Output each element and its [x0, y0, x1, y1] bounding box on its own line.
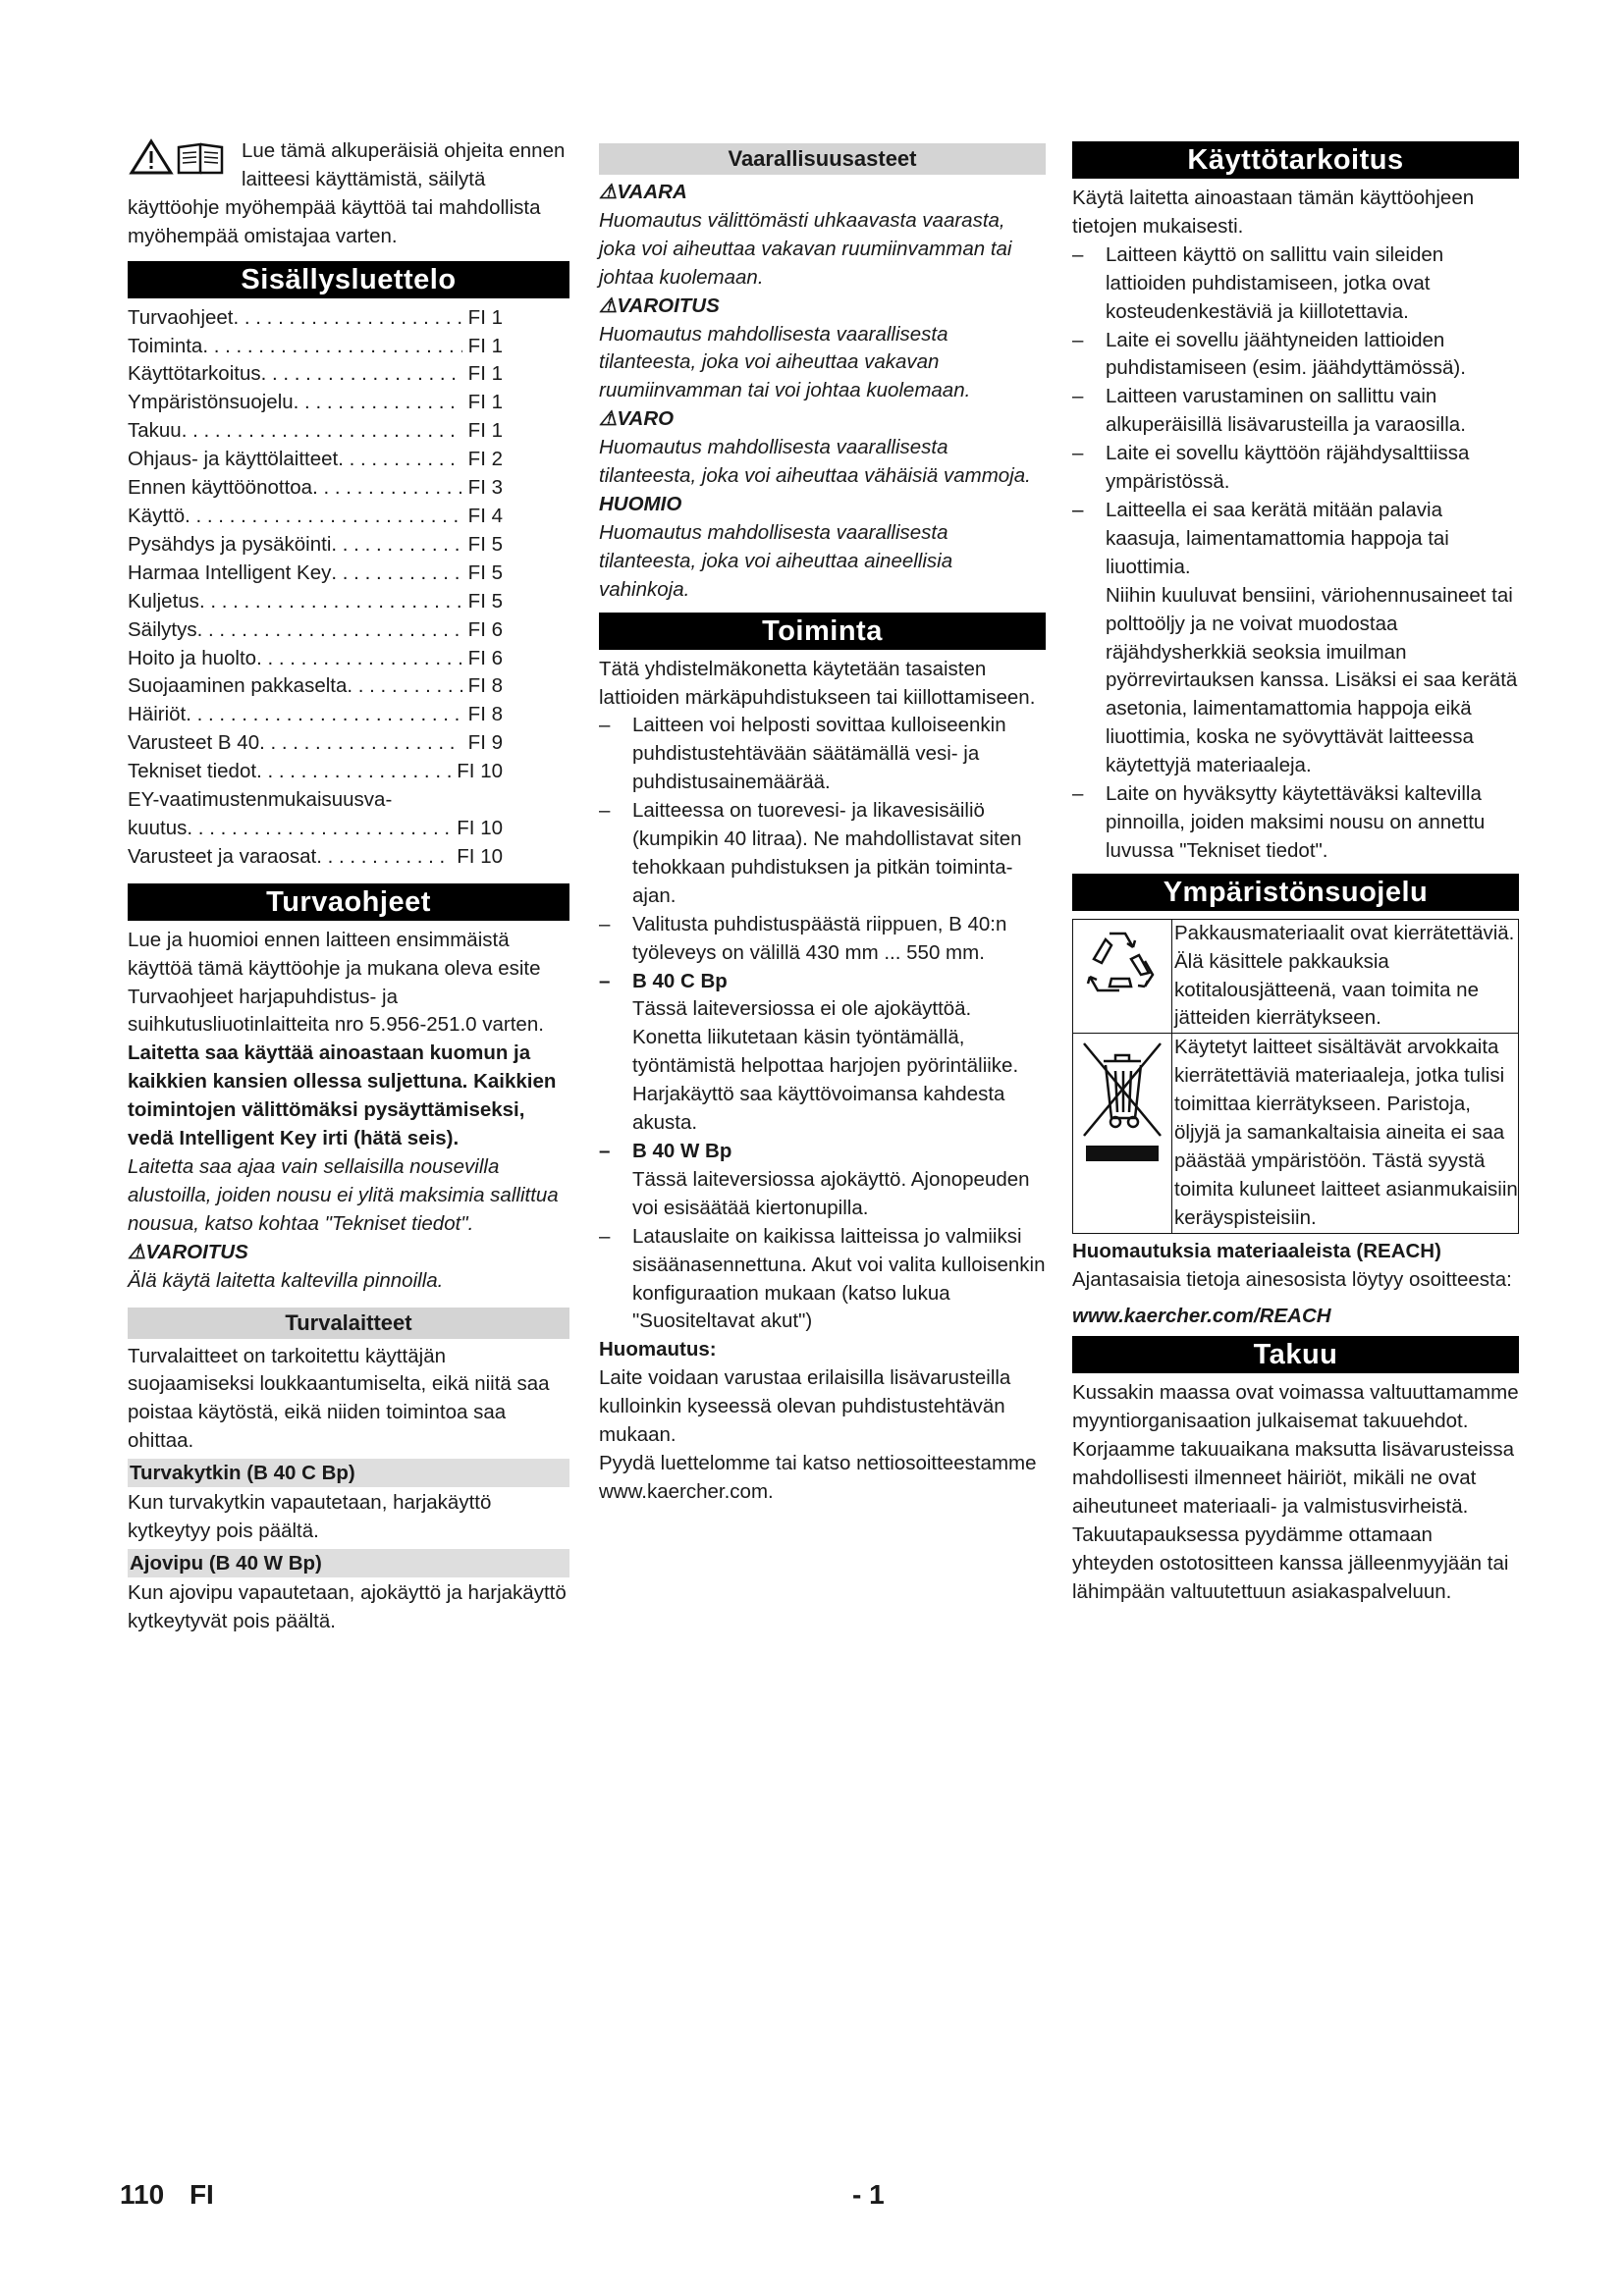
- toc-entry-page: FI 1: [467, 334, 503, 357]
- variant-w-list: [599, 1138, 1046, 1166]
- toc-entry-page: FI 2: [467, 448, 503, 471]
- list-item: – Laitteen käyttö on sallittu vain sileiden lattioiden puhdistamiseen, jotka ovat kosteudenkestäviä ja kiillotettavia.: [1072, 241, 1519, 327]
- toc-entry-page: FI 1: [467, 419, 503, 443]
- toc-leader: [256, 758, 451, 786]
- column-1: [128, 137, 569, 1636]
- toc-entry[interactable]: [128, 446, 569, 474]
- toc-entry-title: Pysähdys ja pysäköinti: [128, 532, 332, 556]
- toc-entry-page: FI 6: [467, 646, 503, 669]
- crossed-bin-icon: [1073, 1034, 1172, 1232]
- reach-heading: Huomautuksia materiaaleista (REACH): [1072, 1239, 1441, 1262]
- toc-leader: [187, 815, 451, 843]
- warning-label: ⚠VAROITUS: [599, 294, 720, 317]
- toc-leader: [197, 616, 462, 645]
- intro: [128, 137, 569, 251]
- safety-devices-text: Turvalaitteet on tarkoitettu käyttäjän suojaamiseksi loukkaantumiselta, eikä niitä saa poistaa käytöstä, eikä niiden toimintoa saa ohittaa.: [128, 1344, 550, 1453]
- table-of-contents: [128, 304, 569, 872]
- toc-entry-title: Käyttötarkoitus: [128, 362, 261, 386]
- drive-lever-text: Kun ajovipu vapautetaan, ajokäyttö ja harjakäyttö kytkeytyvät pois päältä.: [128, 1580, 567, 1632]
- toc-leader: [185, 503, 462, 531]
- column-3: [1072, 137, 1519, 1607]
- toc-entry-title: Käyttö: [128, 504, 186, 527]
- list-item: – Valitusta puhdistuspäästä riippuen, B 40:n työleveys on välillä 430 mm ... 550 mm.: [599, 911, 1046, 968]
- note-text-2: Pyydä luettelomme tai katso nettiosoitteestamme www.kaercher.com.: [599, 1451, 1037, 1503]
- list-item: – Laite ei sovellu jäähtyneiden lattioiden puhdistamiseen (esim. jäähdyttämössä).: [1072, 327, 1519, 384]
- safety-bold-text: Laitetta saa käyttää ainoastaan kuomun ja kaikkien kansien ollessa suljettuna. Kaikkien toimintojen välittömäksi pysäyttämiseksi, vedä Intelligent Key irti (hätä seis).: [128, 1041, 557, 1150]
- reach-url: www.kaercher.com/REACH: [1072, 1304, 1331, 1327]
- env-text-devices: Käytetyt laitteet sisältävät arvokkaita kierrätettäviä materiaaleja, jotka tulisi toimittaa kierrätykseen. Paristoja, öljyjä ja samankaltaisia aineita ei saa päästää ympäristöön. Tästä syystä toimita kuluneet laitteet asianmukaisiin keräyspisteisiin.: [1174, 1036, 1518, 1229]
- toc-entry-page: FI 10: [457, 816, 503, 839]
- toc-entry-title: Varusteet ja varaosat: [128, 844, 317, 868]
- toc-leader: [261, 360, 462, 389]
- toc-entry[interactable]: [128, 843, 569, 872]
- toc-entry[interactable]: [128, 672, 569, 701]
- toc-entry[interactable]: [128, 758, 569, 786]
- toc-entry-page: FI 10: [457, 760, 503, 783]
- toc-entry-title: Häiriöt: [128, 703, 187, 726]
- variant-w-text: Tässä laiteversiossa ajokäyttö. Ajonopeuden voi esisäätää kiertonupilla.: [632, 1167, 1030, 1219]
- toc-entry[interactable]: [128, 389, 569, 417]
- toc-entry-title: Varusteet B 40: [128, 731, 260, 755]
- toc-entry-title: Turvaohjeet: [128, 305, 234, 329]
- purpose-list: [1072, 241, 1519, 582]
- warning-text: Huomautus mahdollisesta vaarallisesta tilanteesta, joka voi aiheuttaa vakavan ruumiinvamman tai voi johtaa kuolemaan.: [599, 322, 971, 402]
- function-list: [599, 712, 1046, 995]
- list-item: – Laitteella ei saa kerätä mitään palavia kaasuja, laimentamattomia happoja tai liuottimia.: [1072, 497, 1519, 582]
- warranty-heading: Takuu: [1072, 1336, 1519, 1373]
- toc-entry[interactable]: [128, 503, 569, 531]
- toc-entry-title: Ympäristönsuojelu: [128, 391, 294, 414]
- env-text-packaging: Pakkausmateriaalit ovat kierrätettäviä. Älä käsittele pakkauksia kotitalousjätteenä, vaan toimita ne jätteiden kierrätykseen.: [1174, 921, 1515, 1030]
- toc-leader: [234, 304, 462, 333]
- toc-entry[interactable]: [128, 333, 569, 361]
- warning-label: ⚠VAROITUS: [128, 1240, 248, 1263]
- toc-entry[interactable]: [128, 531, 569, 560]
- note-text: Laite voidaan varustaa erilaisilla lisävarusteilla kulloinkin kyseessä olevan puhdistustehtävän mukaan.: [599, 1366, 1011, 1447]
- toc-entry-title: Harmaa Intelligent Key: [128, 561, 332, 584]
- toc-leader: [338, 446, 461, 474]
- list-item: – Laitteen varustaminen on sallittu vain alkuperäisillä lisävarusteilla ja varaosilla.: [1072, 383, 1519, 440]
- toc-leader: [182, 417, 462, 446]
- toc-entry[interactable]: [128, 588, 569, 616]
- safety-text: Lue ja huomioi ennen laitteen ensimmäistä käyttöä tämä käyttöohje ja mukana oleva esite Turvaohjeet harjapuhdistus- ja suihkutusliuotinlaitteita nro 5.956-251.0 varten.: [128, 928, 544, 1037]
- danger-text: Huomautus välittömästi uhkaavasta vaarasta, joka voi aiheuttaa vakavan ruumiinvamman tai johtaa kuolemaan.: [599, 208, 1012, 289]
- toc-leader: [347, 672, 461, 701]
- toc-entry[interactable]: [128, 645, 569, 673]
- toc-entry-title: Säilytys: [128, 617, 197, 641]
- toc-entry[interactable]: [128, 417, 569, 446]
- toc-entry-title: Takuu: [128, 419, 182, 443]
- toc-entry-title: kuutus: [128, 816, 188, 839]
- toc-leader: [316, 843, 451, 872]
- purpose-heading: Käyttötarkoitus: [1072, 141, 1519, 179]
- list-item: – Latauslaite on kaikissa laitteissa jo valmiiksi sisäänasennettuna. Akut voi valita kulloisenkin konfiguraation mukaan (katso lukua "Suositeltavat akut"): [599, 1223, 1046, 1337]
- toc-entry-page: FI 5: [467, 561, 503, 584]
- toc-entry-page: FI 8: [467, 674, 503, 698]
- toc-leader: [256, 645, 462, 673]
- toc-entry[interactable]: [128, 729, 569, 758]
- footer-lang: FI: [189, 2179, 214, 2210]
- variant-c-label: – B 40 C Bp: [599, 968, 1046, 996]
- recycle-icon: [1073, 920, 1172, 1034]
- toc-leader: [312, 474, 462, 503]
- toc-leader: [331, 560, 461, 588]
- variant-w-label: – B 40 W Bp: [599, 1138, 1046, 1166]
- drive-lever-heading: Ajovipu (B 40 W Bp): [128, 1549, 569, 1577]
- toc-entry-page: FI 1: [467, 305, 503, 329]
- toc-entry-page: FI 9: [467, 731, 503, 755]
- reach-text: Ajantasaisia tietoja ainesosista löytyy osoitteesta:: [1072, 1267, 1512, 1291]
- toc-entry-page: FI 10: [457, 844, 503, 868]
- toc-entry-title: Suojaaminen pakkaselta: [128, 674, 348, 698]
- column-2: [599, 137, 1046, 1507]
- toc-entry[interactable]: [128, 474, 569, 503]
- hazard-levels-heading: Vaarallisuusasteet: [599, 143, 1046, 175]
- toc-heading: Sisällysluettelo: [128, 261, 569, 298]
- toc-entry-page: FI 5: [467, 589, 503, 613]
- safety-switch-heading: Turvakytkin (B 40 C Bp): [128, 1459, 569, 1487]
- toc-entry[interactable]: [128, 560, 569, 588]
- env-row-weee: [1073, 1033, 1518, 1232]
- toc-entry-page: FI 5: [467, 532, 503, 556]
- function-heading: Toiminta: [599, 613, 1046, 650]
- footer-center: - 1: [852, 2179, 885, 2210]
- toc-entry-page: FI 4: [467, 504, 503, 527]
- toc-leader: [331, 531, 461, 560]
- environment-heading: Ympäristönsuojelu: [1072, 874, 1519, 911]
- list-item: – Laite ei sovellu käyttöön räjähdysalttiissa ympäristössä.: [1072, 440, 1519, 497]
- safety-devices-heading: Turvalaitteet: [128, 1308, 569, 1339]
- toc-entry[interactable]: [128, 815, 569, 843]
- note-label: Huomautus:: [599, 1338, 717, 1362]
- footer-page-number: 110: [120, 2179, 165, 2210]
- toc-entry-title: Tekniset tiedot: [128, 760, 257, 783]
- caution-label: ⚠VARO: [599, 407, 675, 431]
- slope-list: [1072, 780, 1519, 866]
- caution-text: Huomautus mahdollisesta vaarallisesta tilanteesta, joka voi aiheuttaa vähäisiä vammoja.: [599, 436, 1031, 488]
- purpose-intro: Käytä laitetta ainoastaan tämän käyttöohjeen tietojen mukaisesti.: [1072, 187, 1475, 238]
- list-item: – Laitteessa on tuorevesi- ja likavesisäiliö (kumpikin 40 litraa). Ne mahdollistavat siten tehokkaan puhdistuksen ja pitkän toiminta-ajan.: [599, 797, 1046, 911]
- toc-entry-title: Toiminta: [128, 334, 203, 357]
- toc-entry[interactable]: [128, 304, 569, 333]
- safety-heading: Turvaohjeet: [128, 883, 569, 921]
- notice-text: Huomautus mahdollisesta vaarallisesta tilanteesta, joka voi aiheuttaa aineellisia vahinkoja.: [599, 520, 953, 601]
- toc-entry-title: Ennen käyttöönottoa: [128, 476, 313, 500]
- manual-warning-icon: [128, 137, 236, 186]
- toc-leader: [202, 333, 461, 361]
- env-row-recycle: [1073, 920, 1518, 1034]
- safety-italic-text: Laitetta saa ajaa vain sellaisilla nousevilla alustoilla, joiden nousu ei ylitä maksimia sallittua nousua, katso kohtaa "Tekniset tiedot".: [128, 1155, 559, 1235]
- toc-entry-title: Kuljetus: [128, 589, 199, 613]
- environment-box: [1072, 919, 1519, 1234]
- toc-entry-page: FI 1: [467, 362, 503, 386]
- warranty-text: Kussakin maassa ovat voimassa valtuuttamamme myyntiorganisaation julkaisemat takuuehdot. Korjaamme takuuaikana maksutta lisävarusteissa mahdollisesti ilmenneet häiriöt, mikäli ne ovat aiheutuneet materiaali- ja valmistusvirheistä. Takuutapauksessa pyydämme ottamaan yhteyden ostotositteen kanssa jälleenmyyjään tai lähimpään valtuutettuun asiakaspalveluun.: [1072, 1381, 1519, 1603]
- toc-leader: [259, 729, 462, 758]
- danger-label: ⚠VAARA: [599, 181, 687, 203]
- list-item: – Laitteen voi helposti sovittaa kulloiseenkin puhdistustehtävään säätämällä vesi- ja puhdistusainemäärää.: [599, 712, 1046, 797]
- toc-entry-page: FI 1: [467, 391, 503, 414]
- toc-entry[interactable]: [128, 616, 569, 645]
- toc-entry-page: FI 3: [467, 476, 503, 500]
- variant-c-text: Tässä laiteversiossa ei ole ajokäyttöä. Konetta liikutetaan käsin työntämällä, työntämistä helpottaa harjojen pyörintäliike. Harjakäyttö saa käyttövoimansa kahdesta akusta.: [632, 997, 1019, 1135]
- safety-switch-text: Kun turvakytkin vapautetaan, harjakäyttö kytkeytyy pois päältä.: [128, 1491, 492, 1543]
- gas-more-text: Niihin kuuluvat bensiini, väriohennusaineet tai polttoöljy ja ne voivat muodostaa räjähdysherkkiä seoksia imuilman pyörrevirtauksen kanssa. Lisäksi ei saa kerätä asetonia, laimentamattomia happoja eikä liuottimia, koska ne syövyttävät laitteessa käytettyjä materiaaleja.: [1106, 583, 1518, 777]
- toc-entry-title: Ohjaus- ja käyttölaitteet: [128, 448, 339, 471]
- intro-text: Lue tämä alkuperäisiä ohjeita ennen laitteesi käyttämistä, säilytä käyttöohje myöhempää käyttöä tai mahdollista myöhempää omistajaa varten.: [128, 139, 566, 247]
- function-intro: Tätä yhdistelmäkonetta käytetään tasaisten lattioiden märkäpuhdistukseen tai kiillottamiseen.: [599, 657, 1036, 709]
- toc-entry-title: Hoito ja huolto: [128, 646, 257, 669]
- toc-entry-page: FI 8: [467, 703, 503, 726]
- charger-list: [599, 1223, 1046, 1337]
- notice-label: HUOMIO: [599, 492, 682, 515]
- toc-leader: [294, 389, 462, 417]
- footer-page: [120, 2179, 214, 2211]
- toc-entry[interactable]: [128, 360, 569, 389]
- toc-entry[interactable]: [128, 701, 569, 729]
- warning-text: Älä käytä laitetta kaltevilla pinnoilla.: [128, 1268, 444, 1292]
- toc-leader: [186, 701, 461, 729]
- toc-leader: [199, 588, 462, 616]
- toc-entry-title: EY-vaatimustenmukaisuusva-: [128, 788, 393, 812]
- toc-entry[interactable]: [128, 786, 569, 815]
- list-item: – Laite on hyväksytty käytettäväksi kaltevilla pinnoilla, joiden maksimi nousu on annettu luvussa "Tekniset tiedot".: [1072, 780, 1519, 866]
- toc-entry-page: FI 6: [467, 617, 503, 641]
